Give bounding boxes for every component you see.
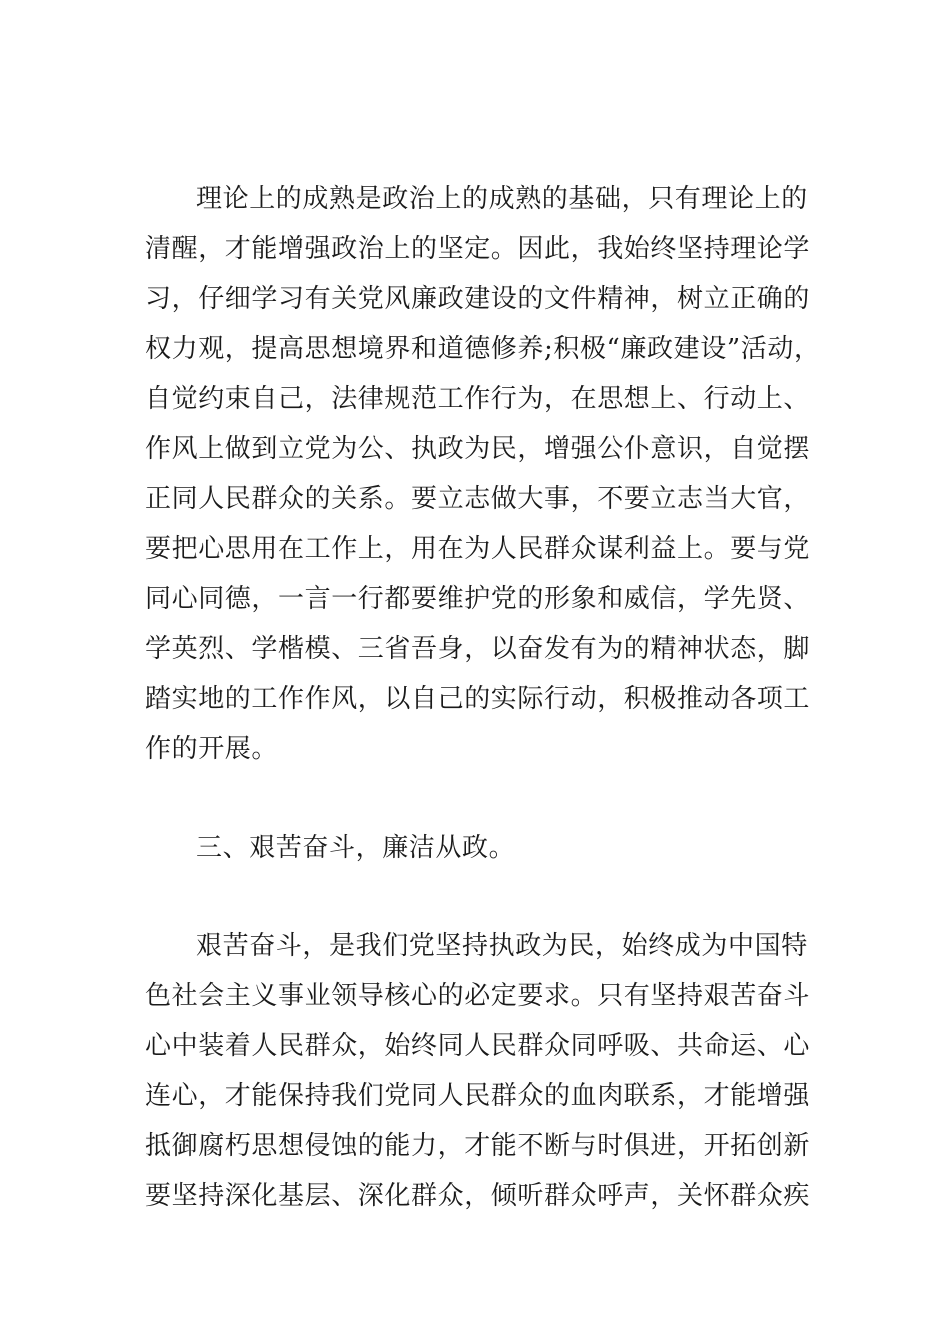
paragraph-2-line: 抵御腐朽思想侵蚀的能力，才能不断与时俱进，开拓创新 xyxy=(145,1131,811,1161)
paragraph-1-line: 清醒，才能增强政治上的坚定。因此，我始终坚持理论学 xyxy=(145,234,811,264)
paragraph-1-line: 同心同德，一言一行都要维护党的形象和威信，学先贤、 xyxy=(145,584,811,614)
paragraph-2-line: 连心，才能保持我们党同人民群众的血肉联系，才能增强 xyxy=(145,1081,811,1111)
paragraph-1-line: 自觉约束自己，法律规范工作行为，在思想上、行动上、 xyxy=(145,384,811,414)
paragraph-2-line: 要坚持深化基层、深化群众，倾听群众呼声，关怀群众疾 xyxy=(145,1181,811,1211)
paragraph-1-line: 学英烈、学楷模、三省吾身，以奋发有为的精神状态，脚 xyxy=(145,634,811,664)
paragraph-2-line: 心中装着人民群众，始终同人民群众同呼吸、共命运、心 xyxy=(145,1031,811,1061)
paragraph-1-line: 要把心思用在工作上，用在为人民群众谋利益上。要与党 xyxy=(145,534,811,564)
paragraph-2-line: 艰苦奋斗，是我们党坚持执政为民，始终成为中国特 xyxy=(196,931,808,961)
section-heading: 三、艰苦奋斗，廉洁从政。 xyxy=(196,833,516,863)
paragraph-1-line: 习，仔细学习有关党风廉政建设的文件精神，树立正确的 xyxy=(145,284,811,314)
paragraph-1-line: 正同人民群众的关系。要立志做大事，不要立志当大官， xyxy=(145,484,811,514)
paragraph-1-line: 作风上做到立党为公、执政为民，增强公仆意识，自觉摆 xyxy=(145,434,811,464)
paragraph-1-line: 权力观，提高思想境界和道德修养;积极“廉政建设”活动， xyxy=(145,334,821,364)
paragraph-1-line: 理论上的成熟是政治上的成熟的基础，只有理论上的 xyxy=(196,184,808,214)
paragraph-2-line: 色社会主义事业领导核心的必定要求。只有坚持艰苦奋斗 xyxy=(145,981,811,1011)
paragraph-1-line: 踏实地的工作作风，以自己的实际行动，积极推动各项工 xyxy=(145,684,811,714)
paragraph-1-line: 作的开展。 xyxy=(145,734,279,764)
